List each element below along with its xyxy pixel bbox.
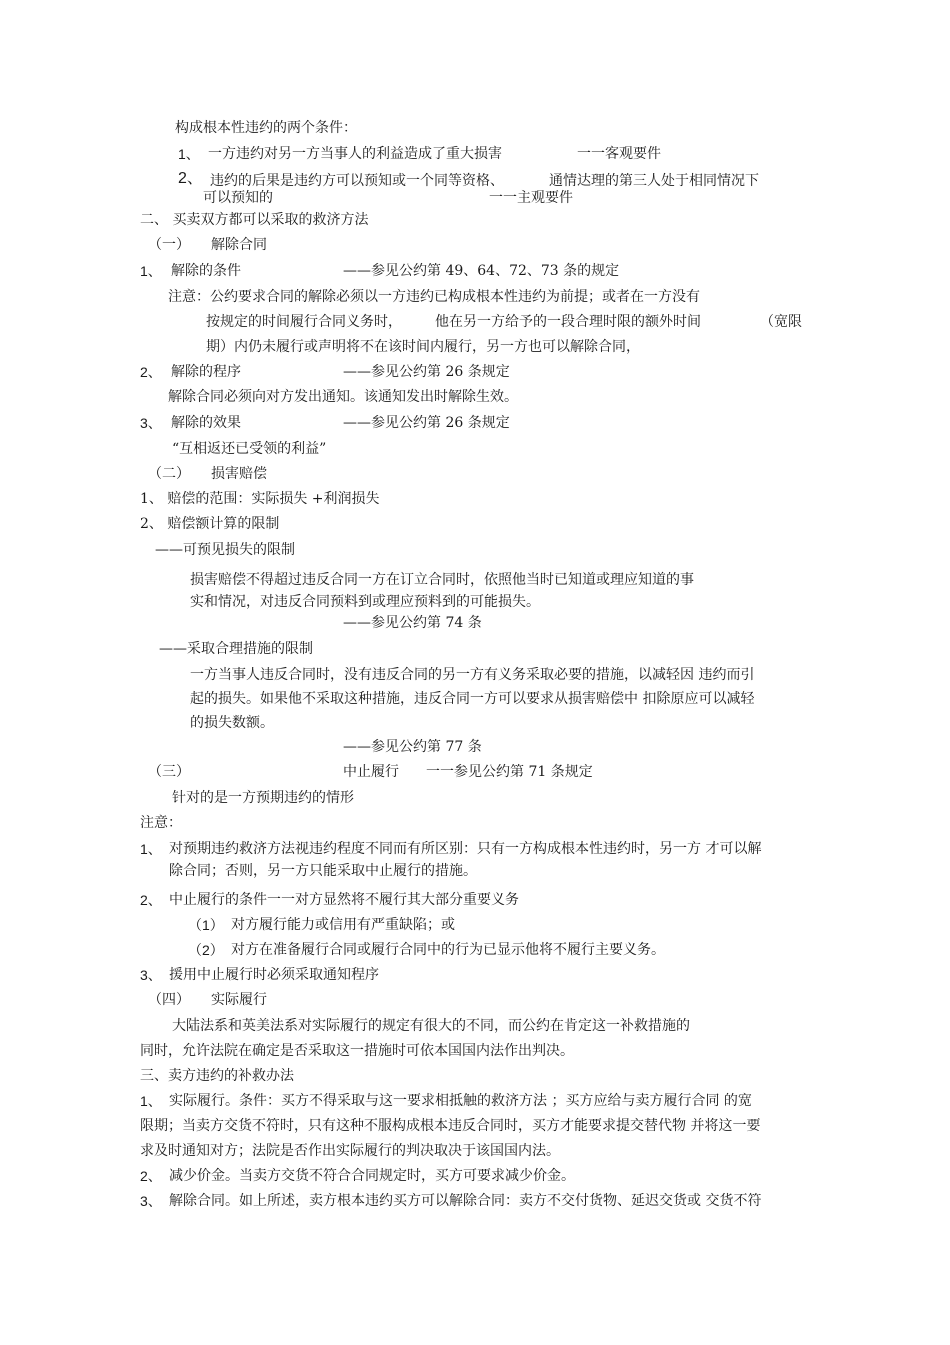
text-line: ——可预见损失的限制 [155,542,295,558]
text-line: 援用中止履行时必须采取通知程序 [169,967,379,983]
text-line: 一一客观要件 [577,146,661,162]
text-line: 对方在准备履行合同或履行合同中的行为已显示他将不履行主要义务。 [231,942,665,958]
text-line: 2、 赔偿额计算的限制 [140,516,280,532]
text-line: 1、 赔偿的范围：实际损失 +利润损失 [140,491,380,507]
subsection-number: （二） [148,466,190,482]
list-number: 2、 [140,364,162,380]
text-line: 注意： [140,815,182,831]
text-line: ——采取合理措施的限制 [159,641,313,657]
text-line: “互相返还已受领的利益” [172,441,327,457]
text-line: 大陆法系和英美法系对实际履行的规定有很大的不同，而公约在肯定这一补救措施的 [172,1018,690,1034]
reference-text: ——参见公约第 49、64、72、73 条的规定 [343,263,620,279]
list-number: 3、 [140,967,162,983]
list-number: 2、 [178,170,203,187]
list-number: 2、 [140,1168,162,1184]
text-line: 按规定的时间履行合同义务时， [206,314,402,330]
text-line: 实际履行。条件：买方不得采取与这一要求相抵触的救济方法 ；买方应给与卖方履行合同 的宽 [169,1093,752,1109]
text-line: 损害赔偿不得超过违反合同一方在订立合同时，依照他当时已知道或理应知道的事 [190,572,694,588]
text-line: 构成根本性违约的两个条件： [175,120,357,136]
list-number: （2） [188,942,224,958]
text-line: 减少价金。当卖方交货不符合合同规定时，买方可要求减少价金。 [169,1168,575,1184]
text-line: 一方当事人违反合同时，没有违反合同的另一方有义务采取必要的措施，以减轻因 违约而引 [190,667,755,683]
text-line: 解除的条件 [171,263,241,279]
list-number: （1） [188,917,224,933]
text-line: 限期；当卖方交货不符时，只有这种不服构成根本违反合同时，买方才能要求提交替代物 并将这一要 [140,1118,761,1134]
subsection-number: （三） [148,764,190,780]
list-number: 3、 [140,1193,162,1209]
section-heading: 三、卖方违约的补救办法 [140,1068,294,1084]
text-line: 解除的程序 [171,364,241,380]
text-line: 期）内仍未履行或声明将不在该时间内履行，另一方也可以解除合同， [206,339,640,355]
list-number: 1、 [178,146,200,162]
text-line: 针对的是一方预期违约的情形 [172,790,354,806]
list-number: 1、 [140,263,162,279]
text-line: 求及时通知对方；法院是否作出实际履行的判决取决于该国国内法。 [140,1143,560,1159]
text-line: 通情达理的第三人处于相同情况下 [549,173,759,189]
text-line: 起的损失。如果他不采取这种措施，违反合同一方可以要求从损害赔偿中 扣除原应可以减轻 [190,691,755,707]
text-line: 他在另一方给予的一段合理时限的额外时间 [435,314,701,330]
text-line: 一一主观要件 [489,190,573,206]
text-line: 对方履行能力或信用有严重缺陷；或 [231,917,455,933]
text-line: 对预期违约救济方法视违约程度不同而有所区别：只有一方构成根本性违约时，另一方 才可以解 [169,841,762,857]
text-line: 除合同；否则，另一方只能采取中止履行的措施。 [169,863,477,879]
reference-text: ——参见公约第 26 条规定 [343,415,510,431]
text-line: 同时，允许法院在确定是否采取这一措施时可依本国国内法作出判决。 [140,1043,574,1059]
reference-text: ——参见公约第 74 条 [343,615,482,631]
text-line: 解除的效果 [171,415,241,431]
list-number: 1、 [140,841,162,857]
text-line: 解除合同。如上所述，卖方根本违约买方可以解除合同：卖方不交付货物、延迟交货或 交货不符 [169,1193,762,1209]
text-line: 违约的后果是违约方可以预知或一个同等资格、 [210,173,504,189]
text-line: 的损失数额。 [190,715,274,731]
text-line: 注意：公约要求合同的解除必须以一方违约已构成根本性违约为前提；或者在一方没有 [168,289,700,305]
subsection-title: 实际履行 [211,992,267,1008]
reference-text: 一一参见公约第 71 条规定 [426,764,593,780]
text-line: （宽限 [760,314,802,330]
text-line: 可以预知的 [203,190,273,206]
subsection-title: 中止履行 [343,764,399,780]
list-number: 3、 [140,415,162,431]
subsection-number: （四） [148,992,190,1008]
text-line: 实和情况，对违反合同预料到或理应预料到的可能损失。 [190,594,540,610]
list-number: 1、 [140,1093,162,1109]
text-line: 中止履行的条件一一对方显然将不履行其大部分重要义务 [169,892,519,908]
section-heading: 二、 买卖双方都可以采取的救济方法 [140,212,369,228]
subsection-title: 解除合同 [211,237,267,253]
reference-text: ——参见公约第 77 条 [343,739,482,755]
text-line: 一方违约对另一方当事人的利益造成了重大损害 [208,146,502,162]
list-number: 2、 [140,892,162,908]
subsection-number: （一） [148,237,190,253]
text-line: 解除合同必须向对方发出通知。该通知发出时解除生效。 [168,389,518,405]
reference-text: ——参见公约第 26 条规定 [343,364,510,380]
subsection-title: 损害赔偿 [211,466,267,482]
